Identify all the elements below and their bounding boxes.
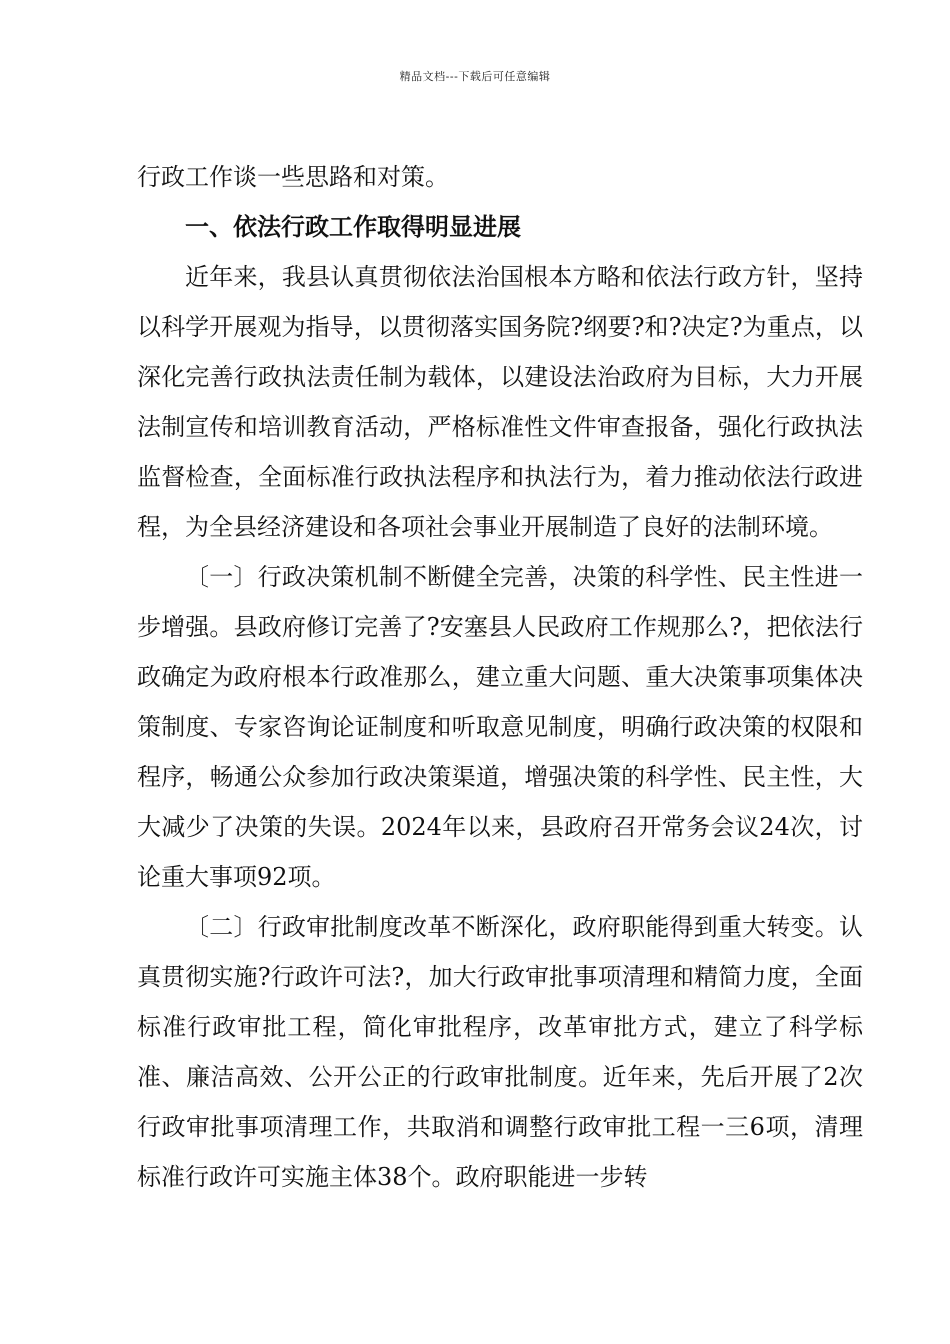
section-heading: 一、依法行政工作取得明显进展 bbox=[185, 213, 521, 241]
paragraph: 近年来，我县认真贯彻依法治国根本方略和依法行政方针，坚持以科学开展观为指导，以贯彻落实国务院?纲要?和?决定?为重点，以深化完善行政执法责任制为载体，以建设法治政府为目标，大力开展法制宣传和培训教育活动，严格标准性文件审查报备，强化行政执法监督检查，全面标准行政执法程序和执法行为，着力推动依法行政进程，为全县经济建设和各项社会事业开展制造了良好的法制环境。 bbox=[137, 263, 863, 541]
paragraph-continuation: 行政工作谈一些思路和对策。 bbox=[137, 163, 449, 191]
page-header: 精品文档---下载后可任意编辑 bbox=[399, 70, 551, 83]
subsection-paragraph: 〔一〕行政决策机制不断健全完善，决策的科学性、民主性进一步增强。县政府修订完善了?安塞县人民政府工作规那么?，把依法行政确定为政府根本行政准那么，建立重大问题、重大决策事项集体决策制度、专家咨询论证制度和听取意见制度，明确行政决策的权限和程序，畅通公众参加行政决策渠道，增强决策的科学性、民主性，大大减少了决策的失误。2024年以来，县政府召开常务会议24次，讨论重大事项92项。 bbox=[137, 563, 863, 891]
subsection-paragraph: 〔二〕行政审批制度改革不断深化，政府职能得到重大转变。认真贯彻实施?行政许可法?，加大行政审批事项清理和精简力度，全面标准行政审批工程，简化审批程序，改革审批方式，建立了科学标准、廉洁高效、公开公正的行政审批制度。近年来，先后开展了2次行政审批事项清理工作，共取消和调整行政审批工程一三6项，清理标准行政许可实施主体38个。政府职能进一步转 bbox=[137, 913, 863, 1191]
document-body bbox=[137, 152, 863, 1202]
